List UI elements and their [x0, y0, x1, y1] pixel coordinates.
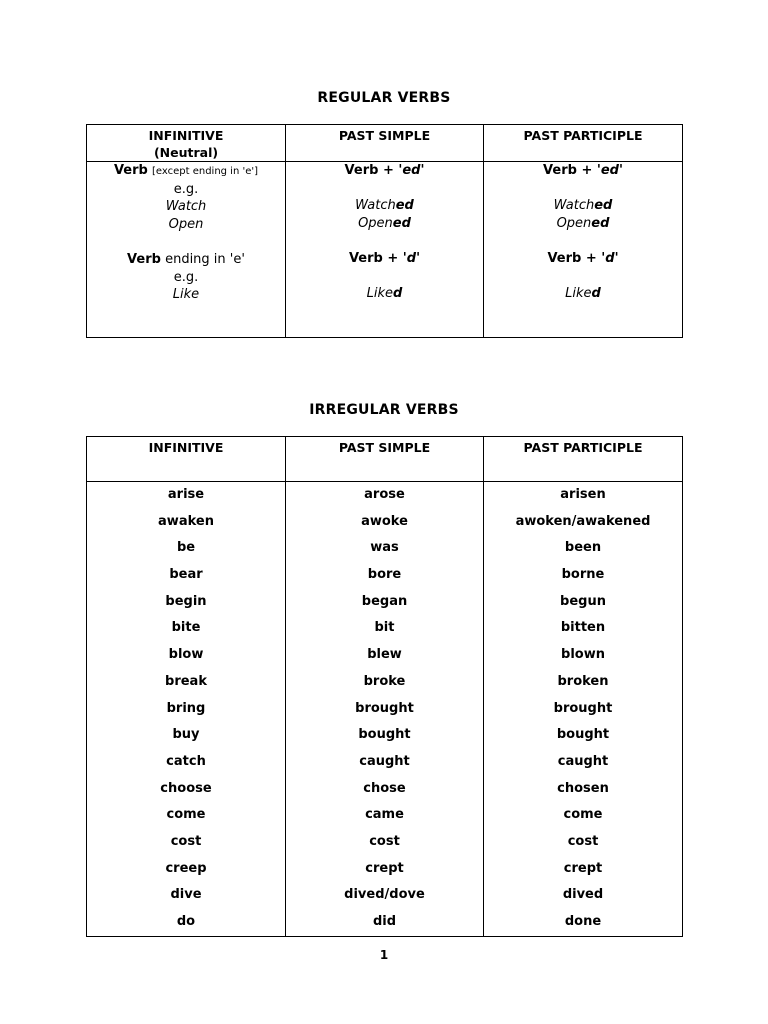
pp-rule1: Verb + 'ed': [543, 163, 623, 178]
regular-past-simple-cell: [286, 162, 484, 338]
header-infinitive-label: INFINITIVE: [148, 128, 224, 143]
verb-ps-cell: did: [372, 914, 397, 929]
verb-ps-cell: awoke: [361, 513, 408, 529]
pp-liked: Liked: [565, 286, 601, 302]
irregular-past-participle-column: [484, 482, 683, 937]
regular-past-participle-cell: [484, 162, 683, 338]
header-past-simple: PAST SIMPLE: [286, 125, 484, 162]
verb-ps-cell: caught: [359, 753, 410, 769]
verb-pp-cell: broken: [557, 673, 609, 689]
verb-pp-cell: begun: [560, 593, 606, 609]
verb-inf-cell: buy: [172, 727, 200, 743]
rule1-line: [87, 162, 285, 181]
verb-inf-cell: come: [166, 807, 206, 823]
verb-pp-cell: been: [564, 540, 602, 556]
verb-pp-cell: brought: [553, 700, 613, 716]
regular-body-row: [87, 162, 683, 338]
verb-inf-cell: catch: [166, 753, 206, 769]
verb-inf-cell: bite: [171, 620, 201, 636]
verb-ps-cell: began: [361, 593, 408, 609]
rule2-verb: Verb: [127, 251, 161, 267]
verb-ps-cell: bought: [358, 727, 411, 743]
verb-ps-cell: was: [370, 540, 399, 556]
verb-inf-cell: cost: [170, 833, 202, 849]
verb-pp-cell: arisen: [560, 487, 606, 502]
verb-ps-cell: came: [365, 807, 404, 823]
verb-inf-cell: blow: [168, 647, 204, 663]
irregular-header-row: [87, 437, 683, 482]
verb-inf-cell: dive: [170, 887, 202, 903]
verb-ps-cell: arose: [364, 487, 405, 502]
verb-inf-cell: bear: [169, 567, 203, 583]
header-infinitive: [87, 125, 286, 162]
verb-inf-cell: be: [176, 540, 196, 556]
verb-pp-cell: awoken/awakened: [515, 513, 651, 529]
rule2-line: [87, 251, 285, 269]
verb-ps-cell: crept: [365, 860, 404, 876]
pp-opened: Opened: [556, 215, 610, 231]
example-open: Open: [168, 216, 204, 232]
verb-ps-cell: broke: [363, 673, 406, 689]
verb-inf-cell: creep: [165, 860, 207, 876]
ps-watched: Watched: [355, 198, 414, 214]
verb-pp-cell: crept: [563, 860, 603, 876]
irregular-verbs-title: IRREGULAR VERBS: [309, 402, 459, 418]
regular-verbs-table: [86, 124, 683, 338]
verb-pp-cell: dived: [562, 887, 604, 903]
verb-pp-cell: chosen: [557, 780, 609, 796]
verb-pp-cell: bought: [556, 727, 610, 743]
irr-header-past-simple: PAST SIMPLE: [286, 437, 484, 482]
irregular-infinitive-column: [87, 482, 286, 937]
verb-inf-cell: arise: [167, 487, 205, 502]
irr-header-past-participle: PAST PARTICIPLE: [484, 437, 683, 482]
verb-ps-cell: bore: [367, 567, 402, 583]
rule2-rest: ending in 'e': [165, 251, 245, 267]
regular-verbs-title: REGULAR VERBS: [317, 90, 451, 106]
regular-infinitive-cell: [87, 162, 286, 338]
example-watch: Watch: [165, 199, 207, 215]
irregular-body-row: [87, 482, 683, 937]
eg-label-1: e.g.: [173, 181, 199, 197]
verb-pp-cell: come: [563, 807, 603, 823]
pp-watched: Watched: [553, 198, 613, 214]
verb-ps-cell: bit: [374, 620, 395, 636]
verb-inf-cell: bring: [166, 700, 206, 716]
verb-ps-cell: dived/dove: [344, 887, 425, 903]
verb-inf-cell: do: [176, 914, 196, 929]
verb-pp-cell: blown: [561, 647, 605, 663]
eg-label-2: e.g.: [173, 269, 199, 285]
pp-rule2: Verb + 'd': [547, 250, 619, 266]
rule1-verb: Verb: [113, 163, 148, 178]
verb-pp-cell: bitten: [560, 620, 606, 636]
verb-pp-cell: done: [564, 914, 602, 929]
irregular-verbs-table: [86, 436, 683, 937]
verb-ps-cell: brought: [355, 700, 414, 716]
irregular-past-simple-column: [286, 482, 484, 937]
verb-ps-cell: blew: [367, 647, 402, 663]
verb-pp-cell: borne: [561, 567, 605, 583]
verb-inf-cell: begin: [165, 593, 207, 609]
verb-pp-cell: cost: [567, 833, 599, 849]
page-number: 1: [379, 948, 389, 962]
ps-liked: Liked: [366, 286, 403, 302]
ps-rule1: Verb + 'ed': [344, 163, 425, 178]
header-infinitive-sub: (Neutral): [153, 145, 219, 160]
verb-ps-cell: cost: [369, 833, 400, 849]
regular-header-row: [87, 125, 683, 162]
verb-pp-cell: caught: [557, 753, 609, 769]
ps-opened: Opened: [358, 215, 411, 231]
irr-header-infinitive: INFINITIVE: [87, 437, 286, 482]
rule1-note: [except ending in 'e']: [151, 166, 259, 177]
verb-inf-cell: choose: [160, 780, 212, 796]
ps-rule2: Verb + 'd': [348, 250, 421, 266]
verb-inf-cell: awaken: [158, 513, 214, 529]
example-like: Like: [172, 287, 200, 303]
header-past-participle: PAST PARTICIPLE: [484, 125, 683, 162]
verb-ps-cell: chose: [363, 780, 406, 796]
verb-inf-cell: break: [165, 673, 207, 689]
